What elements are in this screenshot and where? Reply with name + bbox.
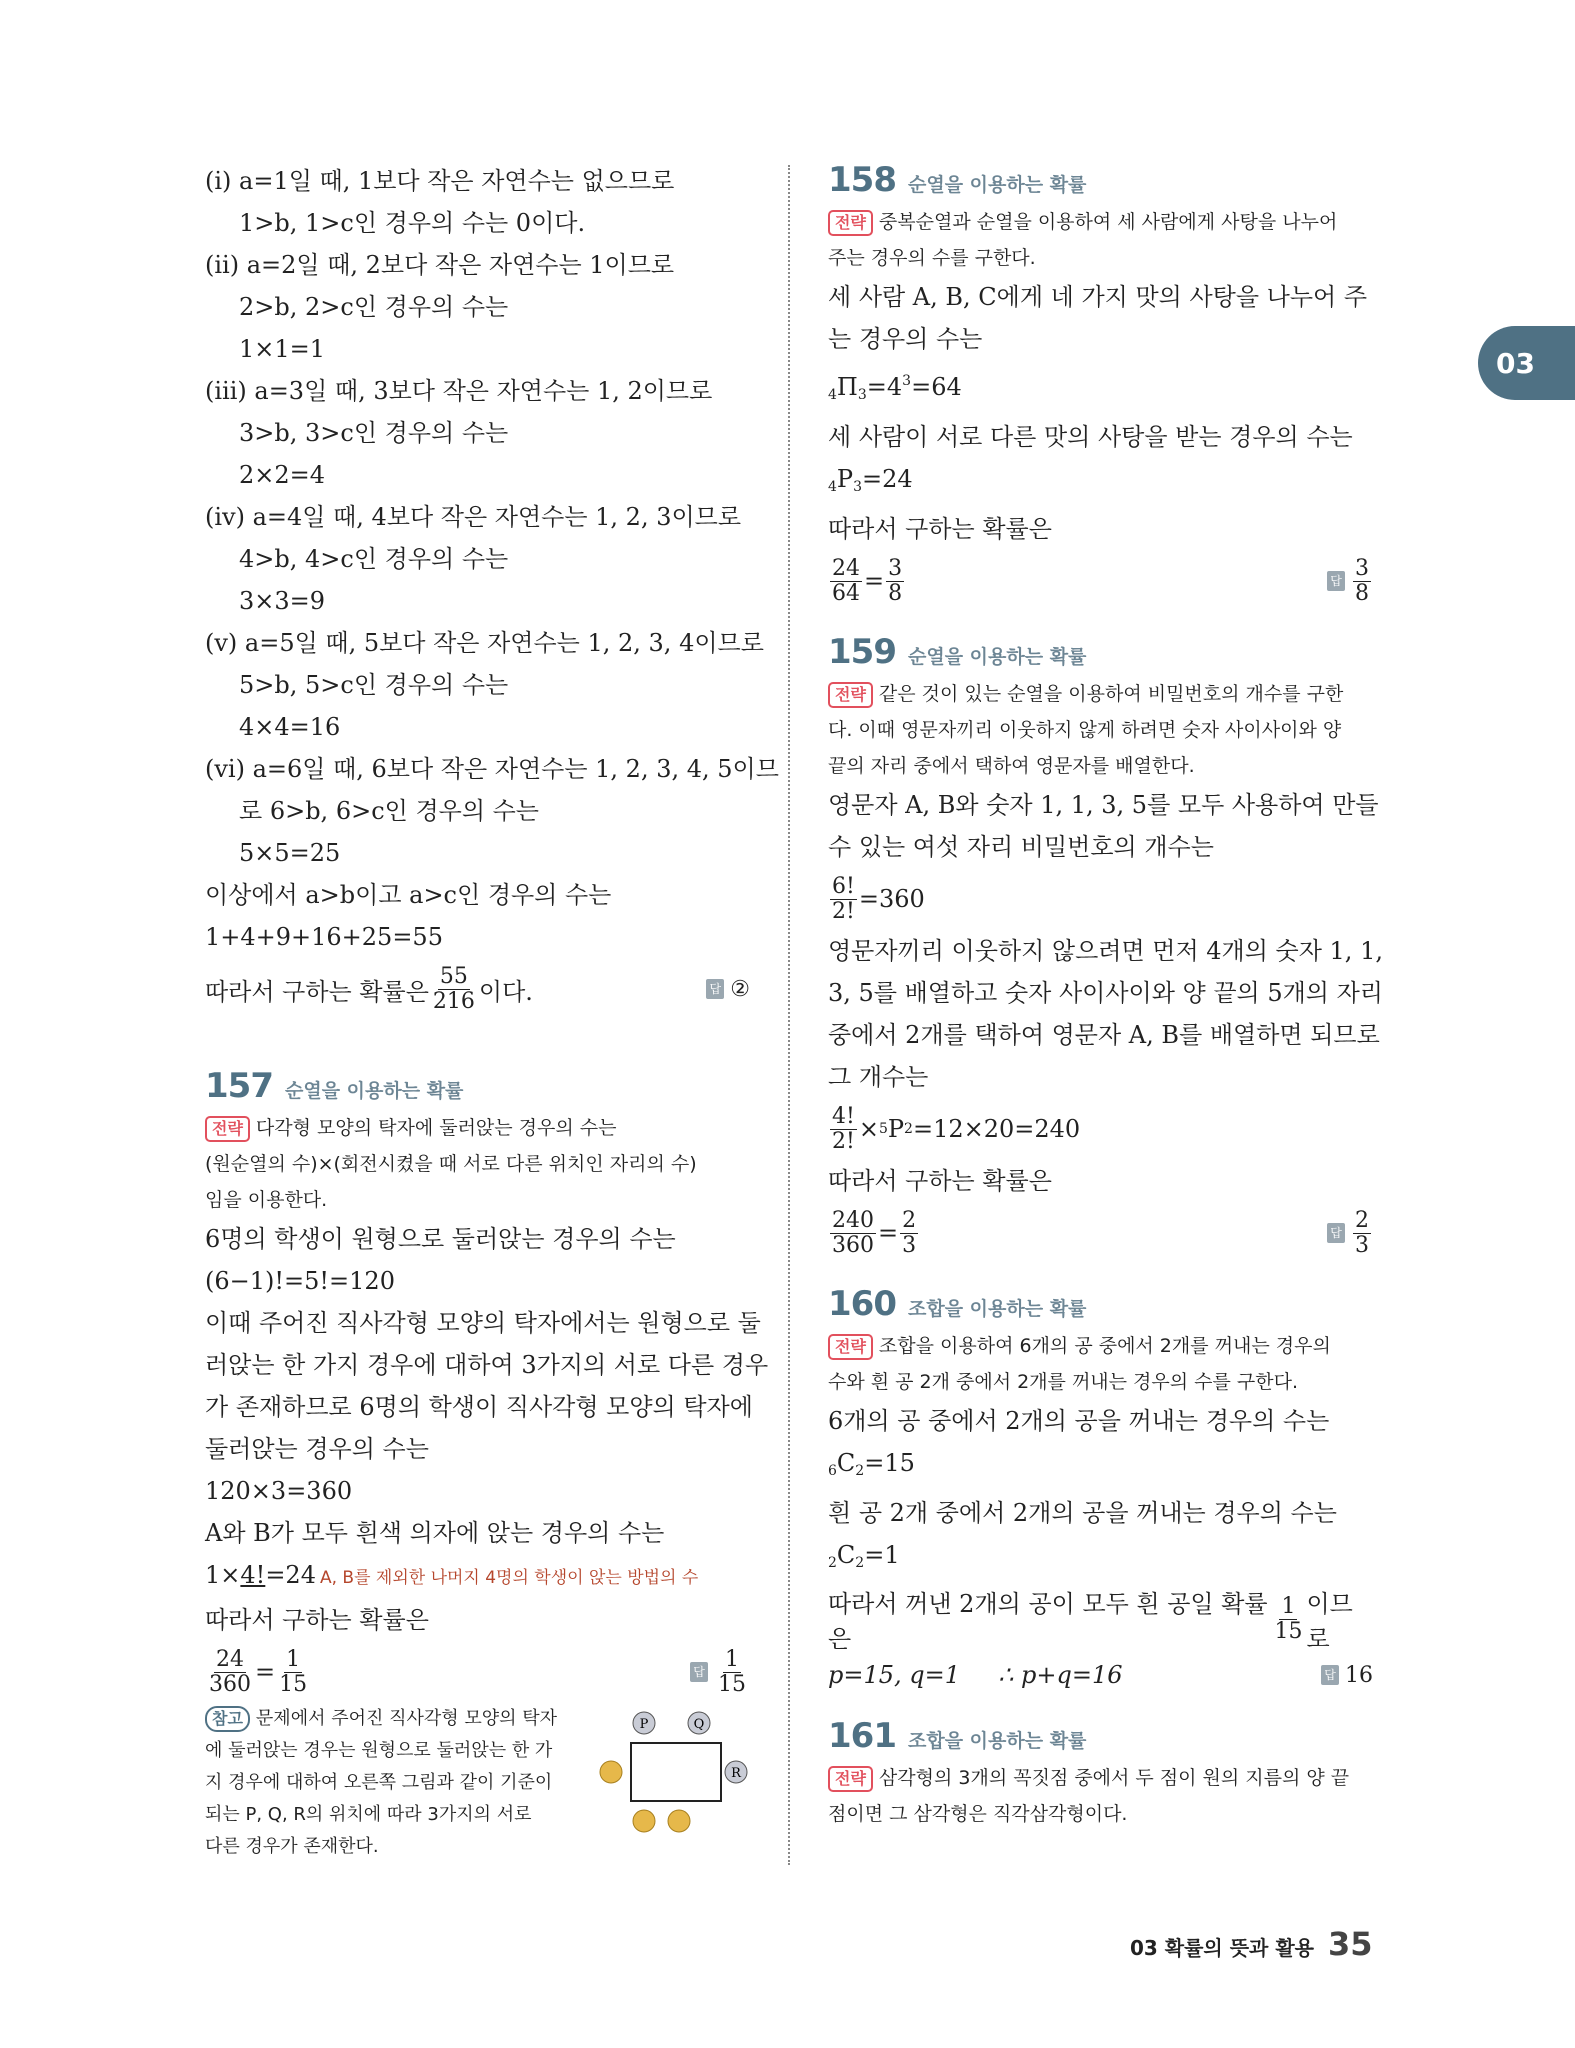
label-q: Q	[693, 1717, 705, 1732]
summary-sum: 1+4+9+16+25=55	[205, 923, 443, 951]
case-6-calc: 5×5=25	[239, 839, 341, 867]
page-footer	[1130, 1925, 1373, 1963]
label-r: R	[731, 1766, 741, 1781]
p158-line: 세 사람이 서로 다른 맛의 사탕을 받는 경우의 수는	[828, 423, 1353, 451]
expr-part: 이므로	[1306, 1590, 1353, 1653]
fraction	[830, 1105, 857, 1154]
answer-value: 16	[1345, 1662, 1373, 1688]
expr-part: =360	[858, 885, 925, 913]
problem-157-header	[205, 1066, 750, 1106]
left-column	[205, 160, 779, 1863]
denominator: 15	[718, 1671, 746, 1697]
p157-line: 가 존재하므로 6명의 학생이 직사각형 모양의 탁자에	[205, 1393, 753, 1421]
expr-part: =15	[864, 1449, 915, 1477]
case-5-cond: 5>b, 5>c인 경우의 수는	[239, 671, 509, 699]
problem-topic: 순열을 이용하는 확률	[907, 174, 1087, 196]
final-den: 216	[432, 988, 475, 1014]
final-probability-line	[205, 958, 750, 1020]
denominator: 8	[1355, 580, 1369, 606]
expr-part: 4	[828, 479, 837, 495]
expr-part: P	[836, 465, 854, 493]
numerator: 240	[832, 1207, 874, 1233]
p159-count-line	[828, 1098, 1373, 1160]
answer-fraction	[1353, 1209, 1371, 1258]
strategy-text: 수와 흰 공 2개 중에서 2개를 꺼내는 경우의 수를 구한다.	[828, 1371, 1299, 1393]
white-seat-bottom-2	[668, 1810, 690, 1832]
expr-part: =24	[862, 465, 913, 493]
expr-part: 4	[828, 387, 837, 403]
case-4-line: (ⅳ) a=4일 때, 4보다 작은 자연수는 1, 2, 3이므로	[205, 503, 742, 531]
p158-perm-line	[828, 458, 1373, 508]
problem-159-header	[828, 632, 1373, 672]
case-6-line: (ⅵ) a=6일 때, 6보다 작은 자연수는 1, 2, 3, 4, 5이므	[205, 755, 779, 783]
expr-part: 5	[878, 1121, 888, 1137]
answer-157	[690, 1648, 750, 1697]
p159-line: 따라서 구하는 확률은	[828, 1167, 1052, 1195]
case-5-line: (ⅴ) a=5일 때, 5보다 작은 자연수는 1, 2, 3, 4이므로	[205, 629, 764, 657]
p157-line: 이때 주어진 직사각형 모양의 탁자에서는 원형으로 둘	[205, 1309, 761, 1337]
denominator: 360	[209, 1671, 251, 1697]
expr-part: ×	[858, 1115, 879, 1143]
expr-part: 6	[828, 1463, 837, 1479]
expr-part: 2	[828, 1555, 837, 1571]
p159-probability-line	[828, 1202, 1373, 1264]
final-fraction	[431, 965, 477, 1014]
strategy-158	[828, 204, 1373, 276]
strategy-tag: 전략	[828, 1766, 873, 1792]
fraction	[207, 1648, 253, 1697]
strategy-text: 점이면 그 삼각형은 직각삼각형이다.	[828, 1803, 1128, 1825]
fraction	[830, 1209, 876, 1258]
ref-line: 되는 P, Q, R의 위치에 따라 3가지의 서로	[205, 1804, 532, 1825]
denominator: 2!	[832, 1128, 855, 1154]
numerator: 6!	[832, 873, 855, 899]
numerator: 24	[832, 555, 860, 581]
expr-part: 3	[902, 373, 912, 389]
strategy-text: (원순열의 수)×(회전시켰을 때 서로 다른 위치인 자리의 수)	[205, 1153, 697, 1175]
table-rect	[631, 1743, 721, 1801]
strategy-text: 임을 이용한다.	[205, 1189, 328, 1211]
strategy-tag: 전략	[205, 1116, 250, 1142]
expr-part: 따라서 꺼낸 2개의 공이 모두 흰 공일 확률은	[828, 1590, 1268, 1653]
problem-topic: 순열을 이용하는 확률	[284, 1080, 464, 1102]
answer-label-icon: 답	[706, 979, 724, 999]
case-3-calc: 2×2=4	[239, 461, 326, 489]
p160-comb-line	[828, 1442, 1373, 1492]
numerator: 3	[1355, 555, 1369, 581]
problem-161-header	[828, 1716, 1373, 1756]
p157-line: 러앉는 한 가지 경우에 대하여 3가지의 서로 다른 경우	[205, 1351, 769, 1379]
expr-part: 1×	[205, 1561, 241, 1589]
answer-158	[1327, 557, 1373, 606]
fraction	[1272, 1595, 1304, 1644]
answer-value: ②	[730, 976, 750, 1002]
numerator: 2	[1355, 1207, 1369, 1233]
case-2-calc: 1×1=1	[239, 335, 326, 363]
denominator: 360	[832, 1232, 874, 1258]
problem-topic: 조합을 이용하는 확률	[907, 1298, 1087, 1320]
expr-part: C	[836, 1449, 856, 1477]
p160-result-line	[828, 1654, 1373, 1696]
expr-part: =4	[866, 373, 903, 401]
p159-factorial-line	[828, 868, 1373, 930]
expr-part: C	[836, 1541, 856, 1569]
denominator: 8	[888, 580, 903, 606]
annotation-note: A, B를 제외한 나머지 4명의 학생이 앉는 방법의 수	[319, 1568, 699, 1588]
answer-160	[1321, 1663, 1373, 1688]
ref-line: 문제에서 주어진 직사각형 모양의 탁자	[255, 1708, 558, 1729]
summary-line: 이상에서 a>b이고 a>c인 경우의 수는	[205, 881, 612, 909]
denominator: 15	[1274, 1618, 1303, 1644]
final-num: 55	[439, 963, 468, 989]
p157-line: 120×3=360	[205, 1477, 353, 1505]
p159-line: 수 있는 여섯 자리 비밀번호의 개수는	[828, 833, 1214, 861]
problem-number: 157	[205, 1066, 273, 1106]
reference-text	[205, 1703, 575, 1863]
fraction	[830, 875, 857, 924]
case-1-result: 1>b, 1>c인 경우의 수는 0이다.	[239, 209, 586, 237]
fraction	[900, 1209, 918, 1258]
reference-block	[205, 1703, 750, 1863]
strategy-160	[828, 1328, 1373, 1400]
expr-part: =1	[864, 1541, 900, 1569]
case-3-cond: 3>b, 3>c인 경우의 수는	[239, 419, 509, 447]
expr-part: Π	[836, 373, 858, 401]
equals: =	[878, 1219, 899, 1247]
fraction	[277, 1648, 309, 1697]
case-5-calc: 4×4=16	[239, 713, 341, 741]
denominator: 3	[902, 1232, 917, 1258]
final-pre: 따라서 구하는 확률은	[205, 977, 429, 1006]
problem-160-header	[828, 1284, 1373, 1324]
ref-line: 지 경우에 대하여 오른쪽 그림과 같이 기준이	[205, 1772, 553, 1793]
strategy-text: 중복순열과 순열을 이용하여 세 사람에게 사탕을 나누어	[878, 211, 1338, 233]
p160-comb-line	[828, 1534, 1373, 1584]
case-4-cond: 4>b, 4>c인 경우의 수는	[239, 545, 509, 573]
problem-158-header	[828, 160, 1373, 200]
problem-number: 160	[828, 1284, 896, 1324]
problem-number: 158	[828, 160, 896, 200]
p159-line: 영문자끼리 이웃하지 않으려면 먼저 4개의 숫자 1, 1,	[828, 937, 1383, 965]
numerator: 1	[286, 1646, 301, 1672]
expr-part: 2	[855, 1463, 865, 1479]
white-seat-left	[600, 1761, 622, 1783]
expr-part: 2	[904, 1121, 913, 1137]
case-6-cond: 로 6>b, 6>c인 경우의 수는	[239, 797, 539, 825]
p158-pi-line	[828, 360, 1373, 416]
expr-underlined: 4!	[240, 1561, 266, 1589]
case-2-cond: 2>b, 2>c인 경우의 수는	[239, 293, 509, 321]
fraction	[830, 557, 862, 606]
result-text: p=15, q=1 ∴ p+q=16	[828, 1661, 1123, 1689]
strategy-text: 삼각형의 3개의 꼭짓점 중에서 두 점이 원의 지름의 양 끝	[878, 1767, 1350, 1789]
p157-line: 6명의 학생이 원형으로 둘러앉는 경우의 수는	[205, 1225, 676, 1253]
ref-line: 다른 경우가 존재한다.	[205, 1836, 379, 1857]
p160-line: 흰 공 2개 중에서 2개의 공을 꺼내는 경우의 수는	[828, 1499, 1337, 1527]
denominator: 2!	[832, 898, 855, 924]
answer-156	[706, 977, 750, 1002]
p158-line: 따라서 구하는 확률은	[828, 515, 1052, 543]
strategy-tag: 전략	[828, 1334, 873, 1360]
p157-line: (6−1)!=5!=120	[205, 1267, 395, 1295]
strategy-tag: 전략	[828, 682, 873, 708]
p160-line: 6개의 공 중에서 2개의 공을 꺼내는 경우의 수는	[828, 1407, 1330, 1435]
answer-label-icon: 답	[690, 1662, 708, 1682]
strategy-text: 다. 이때 영문자끼리 이웃하지 않게 하려면 숫자 사이사이와 양	[828, 719, 1342, 741]
strategy-161	[828, 1760, 1373, 1832]
p157-probability-line	[205, 1641, 750, 1703]
final-post: 이다.	[478, 977, 533, 1006]
ref-line: 에 둘러앉는 경우는 원형으로 둘러앉는 한 가	[205, 1740, 553, 1761]
strategy-159	[828, 676, 1373, 784]
case-4-calc: 3×3=9	[239, 587, 326, 615]
case-2-line: (ⅱ) a=2일 때, 2보다 작은 자연수는 1이므로	[205, 251, 675, 279]
p157-line: 따라서 구하는 확률은	[205, 1606, 429, 1634]
answer-fraction	[716, 1648, 748, 1697]
p157-factorial-line	[205, 1554, 750, 1599]
denominator: 15	[279, 1671, 308, 1697]
expr-part: 2	[855, 1555, 865, 1571]
chapter-side-tab: 03	[1478, 326, 1575, 400]
strategy-tag: 전략	[828, 210, 873, 236]
expr-part: 3	[857, 387, 867, 403]
problem-number: 161	[828, 1716, 896, 1756]
answer-label-icon: 답	[1327, 571, 1345, 591]
p159-line: 중에서 2개를 택하여 영문자 A, B를 배열하면 되므로	[828, 1021, 1380, 1049]
right-column	[828, 160, 1383, 1832]
page-number: 35	[1327, 1925, 1373, 1963]
p159-line: 3, 5를 배열하고 숫자 사이사이와 양 끝의 5개의 자리	[828, 979, 1383, 1007]
equals: =	[255, 1658, 276, 1686]
answer-fraction	[1353, 557, 1371, 606]
p159-line: 그 개수는	[828, 1063, 929, 1091]
strategy-text: 주는 경우의 수를 구한다.	[828, 247, 1036, 269]
strategy-text: 조합을 이용하여 6개의 공 중에서 2개를 꺼내는 경우의	[878, 1335, 1331, 1357]
denominator: 64	[832, 580, 860, 606]
expr-part: P	[887, 1115, 905, 1143]
numerator: 1	[1281, 1593, 1296, 1619]
answer-159	[1327, 1209, 1373, 1258]
column-divider	[788, 165, 790, 1865]
expr-part: =12×20=240	[912, 1115, 1081, 1143]
denominator: 3	[1355, 1232, 1369, 1258]
numerator: 1	[725, 1646, 739, 1672]
answer-label-icon: 답	[1327, 1223, 1345, 1243]
problem-number: 159	[828, 632, 896, 672]
table-seating-figure	[599, 1703, 749, 1853]
fraction	[886, 557, 904, 606]
p158-probability-line	[828, 550, 1373, 612]
p159-line: 영문자 A, B와 숫자 1, 1, 3, 5를 모두 사용하여 만들	[828, 791, 1379, 819]
expr-part: 3	[853, 479, 862, 495]
equals: =	[864, 567, 885, 595]
answer-label-icon: 답	[1321, 1665, 1339, 1685]
numerator: 2	[902, 1207, 917, 1233]
numerator: 3	[888, 555, 903, 581]
label-p: P	[639, 1717, 649, 1732]
case-3-line: (ⅲ) a=3일 때, 3보다 작은 자연수는 1, 2이므로	[205, 377, 713, 405]
numerator: 4!	[832, 1103, 855, 1129]
strategy-text: 끝의 자리 중에서 택하여 영문자를 배열한다.	[828, 755, 1195, 777]
strategy-text: 같은 것이 있는 순열을 이용하여 비밀번호의 개수를 구한	[878, 683, 1344, 705]
p157-line: A와 B가 모두 흰색 의자에 앉는 경우의 수는	[205, 1519, 665, 1547]
expr-part: =64	[911, 373, 962, 401]
problem-topic: 조합을 이용하는 확률	[907, 1730, 1087, 1752]
footer-chapter-title: 03 확률의 뜻과 활용	[1130, 1936, 1314, 1960]
problem-topic: 순열을 이용하는 확률	[907, 646, 1087, 668]
p158-line: 는 경우의 수는	[828, 325, 983, 353]
strategy-157	[205, 1110, 750, 1218]
p158-line: 세 사람 A, B, C에게 네 가지 맛의 사탕을 나누어 주	[828, 283, 1368, 311]
numerator: 24	[216, 1646, 244, 1672]
white-seat-bottom-1	[633, 1810, 655, 1832]
strategy-text: 다각형 모양의 탁자에 둘러앉는 경우의 수는	[255, 1117, 617, 1139]
case-1-line: (ⅰ) a=1일 때, 1보다 작은 자연수는 없으므로	[205, 167, 675, 195]
p160-probability-line	[828, 1584, 1373, 1654]
p157-line: 둘러앉는 경우의 수는	[205, 1435, 429, 1463]
expr-part: =24	[265, 1561, 316, 1589]
reference-tag: 참고	[205, 1706, 250, 1732]
